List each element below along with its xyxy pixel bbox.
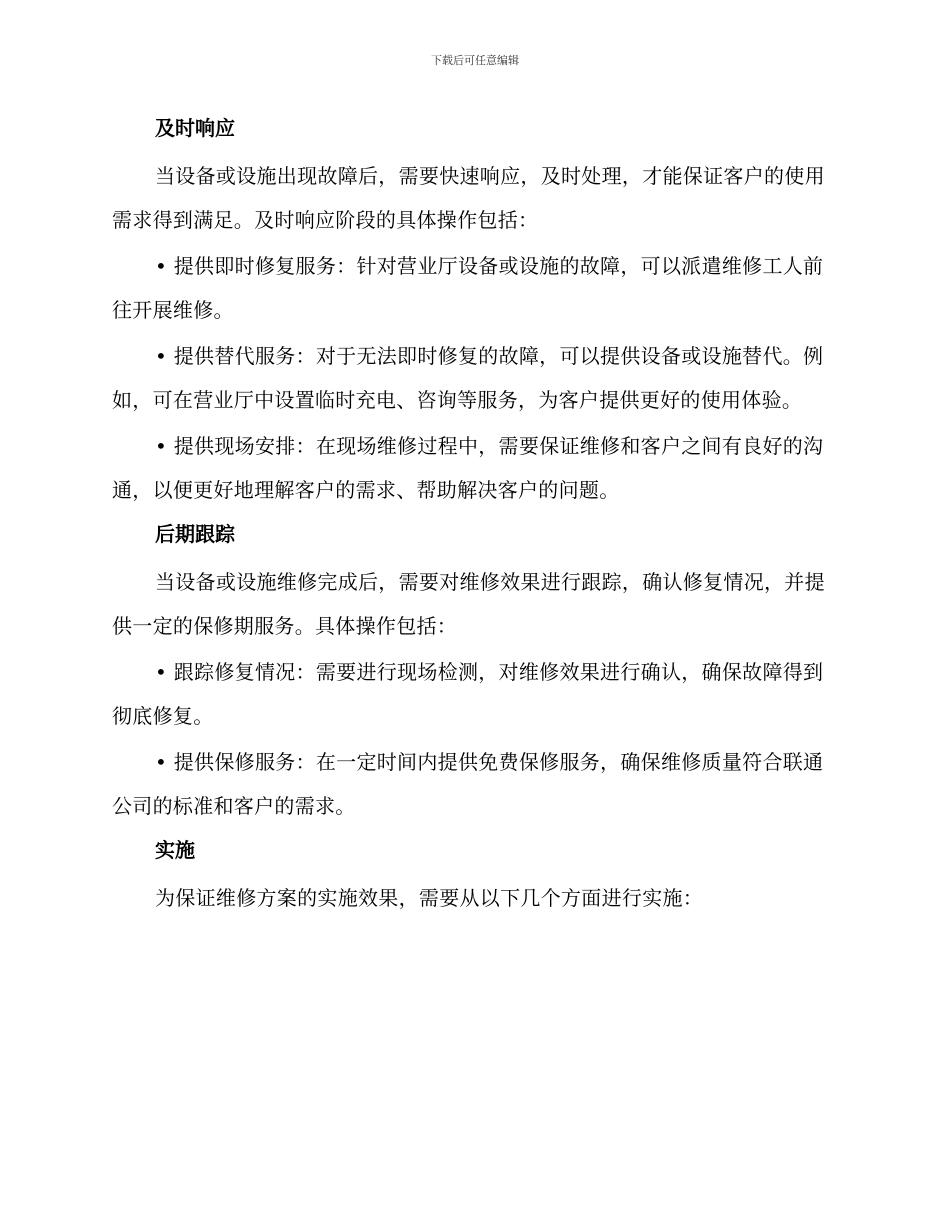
bullet-paragraph: • 跟踪修复情况：需要进行现场检测，对维修效果进行确认，确保故障得到彻底修复。 xyxy=(112,660,824,728)
section-timely-response xyxy=(112,108,832,512)
section-implementation xyxy=(112,830,832,920)
bullet-paragraph: • 提供现场安排：在现场维修过程中，需要保证维修和客户之间有良好的沟通，以便更好地理解客户的需求、帮助解决客户的问题。 xyxy=(112,434,824,502)
bullet-paragraph: • 提供保修服务：在一定时间内提供免费保修服务，确保维修质量符合联通公司的标准和客户的需求。 xyxy=(112,750,824,818)
bullet-paragraph: • 提供即时修复服务：针对营业厅设备或设施的故障，可以派遣维修工人前往开展维修。 xyxy=(112,254,824,322)
section-heading: 及时响应 xyxy=(155,116,235,140)
paragraph: 当设备或设施维修完成后，需要对维修效果进行跟踪，确认修复情况，并提供一定的保修期服务。具体操作包括： xyxy=(112,570,825,638)
header-note: 下载后可任意编辑 xyxy=(431,54,519,67)
document-body xyxy=(112,108,832,922)
section-follow-up xyxy=(112,514,832,828)
paragraph: 当设备或设施出现故障后，需要快速响应，及时处理，才能保证客户的使用需求得到满足。及时响应阶段的具体操作包括： xyxy=(112,164,825,232)
section-heading: 实施 xyxy=(155,838,195,862)
paragraph: 为保证维修方案的实施效果，需要从以下几个方面进行实施： xyxy=(155,886,704,910)
bullet-paragraph: • 提供替代服务：对于无法即时修复的故障，可以提供设备或设施替代。例如，可在营业厅中设置临时充电、咨询等服务，为客户提供更好的使用体验。 xyxy=(112,344,824,412)
section-heading: 后期跟踪 xyxy=(155,522,235,546)
